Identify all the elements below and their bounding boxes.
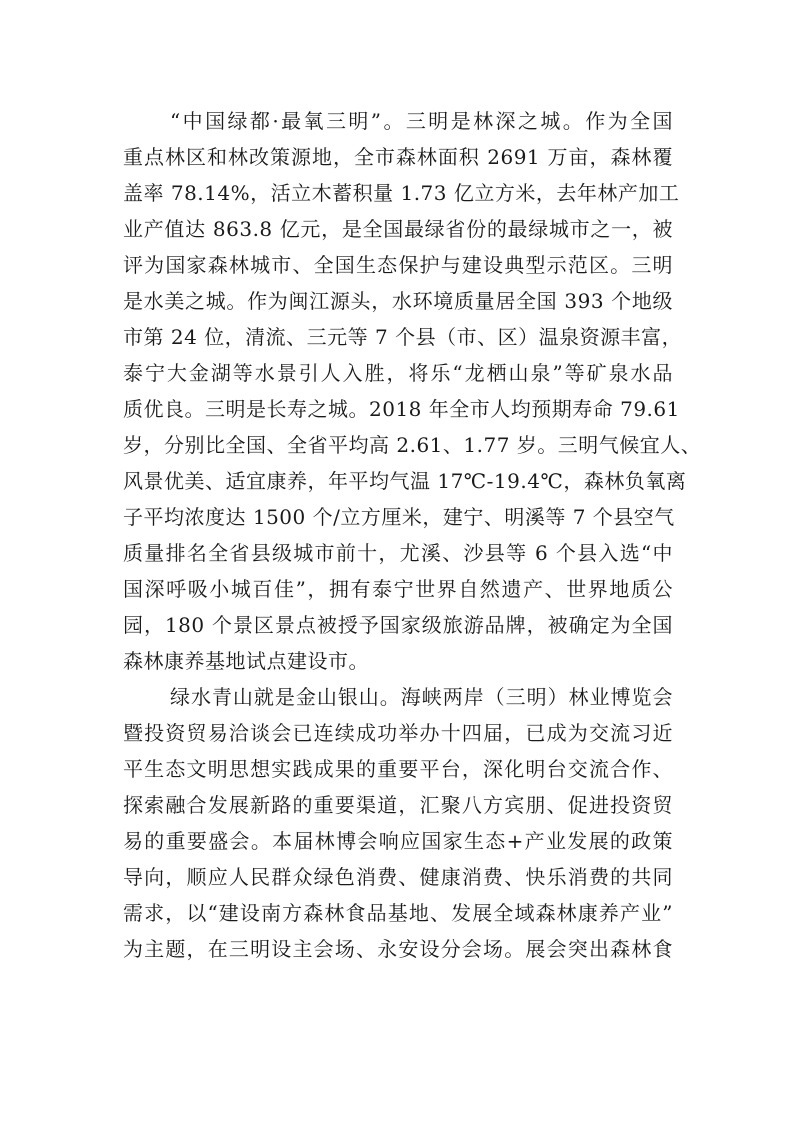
text-line: 导向，顺应人民群众绿色消费、健康消费、快乐消费的共同 [123,865,673,889]
text-line: 质优良。三明是长寿之城。2018 年全市人均预期寿命 79.61 [123,397,680,421]
document-page [123,103,702,967]
text-line: 重点林区和林改策源地，全市森林面积 2691 万亩，森林覆 [123,145,673,169]
text-line: 平生态文明思想实践成果的重要平台，深化明台交流合作、 [123,757,673,781]
text-line: “中国绿都·最氧三明”。三明是林深之城。作为全国 [170,109,673,133]
paragraph-1 [123,103,702,679]
text-line: 岁，分别比全国、全省平均高 2.61、1.77 岁。三明气候宜人、 [123,433,702,457]
text-line: 易的重要盛会。本届林博会响应国家生态+产业发展的政策 [123,829,673,853]
text-line: 需求，以“建设南方森林食品基地、发展全域森林康养产业” [123,901,673,925]
text-line: 园，180 个景区景点被授予国家级旅游品牌，被确定为全国 [123,613,673,637]
text-line: 质量排名全省县级城市前十，尤溪、沙县等 6 个县入选“中 [123,541,673,565]
paragraph-2 [123,679,673,967]
text-line: 国深呼吸小城百佳”，拥有泰宁世界自然遗产、世界地质公 [123,577,673,601]
text-line: 是水美之城。作为闽江源头，水环境质量居全国 393 个地级 [123,289,673,313]
text-line: 森林康养基地试点建设市。 [123,649,369,673]
text-line: 绿水青山就是金山银山。海峡两岸（三明）林业博览会 [170,685,673,709]
text-line: 暨投资贸易洽谈会已连续成功举办十四届，已成为交流习近 [123,721,673,745]
text-line: 探索融合发展新路的重要渠道，汇聚八方宾朋、促进投资贸 [123,793,673,817]
text-line: 业产值达 863.8 亿元，是全国最绿省份的最绿城市之一，被 [123,217,673,241]
text-line: 评为国家森林城市、全国生态保护与建设典型示范区。三明 [123,253,673,277]
text-line: 风景优美、适宜康养，年平均气温 17℃-19.4℃，森林负氧离 [123,469,687,493]
text-line: 盖率 78.14%，活立木蓄积量 1.73 亿立方米，去年林产加工 [123,181,680,205]
text-line: 市第 24 位，清流、三元等 7 个县（市、区）温泉资源丰富， [123,325,683,349]
text-line: 为主题，在三明设主会场、永安设分会场。展会突出森林食 [123,937,673,961]
text-line: 子平均浓度达 1500 个/立方厘米，建宁、明溪等 7 个县空气 [123,505,675,529]
text-line: 泰宁大金湖等水景引人入胜，将乐“龙栖山泉”等矿泉水品 [123,361,673,385]
